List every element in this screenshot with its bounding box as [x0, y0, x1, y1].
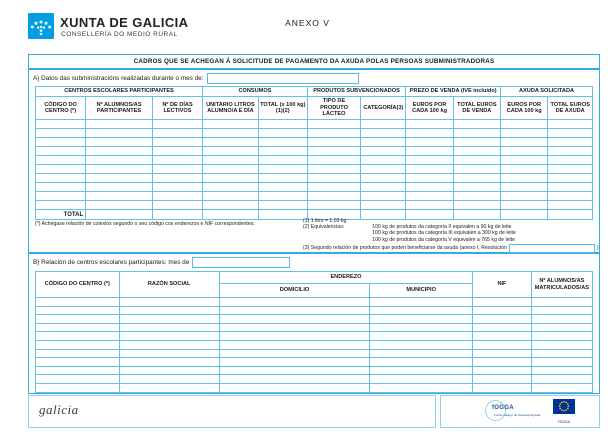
empty-cell: [86, 201, 153, 210]
empty-cell: [36, 358, 120, 367]
empty-cell: [258, 201, 307, 210]
empty-row: [36, 366, 593, 375]
empty-cell: [501, 183, 548, 192]
empty-cell: [531, 383, 592, 392]
empty-row: [36, 349, 593, 358]
empty-row: [36, 383, 593, 392]
empty-cell: [219, 315, 369, 324]
empty-cell: [406, 147, 453, 156]
empty-cell: [86, 129, 153, 138]
org-name: XUNTA DE GALICIA: [60, 15, 189, 30]
empty-cell: [548, 156, 593, 165]
empty-cell: [258, 192, 307, 201]
empty-cell: [152, 165, 202, 174]
empty-cell: [203, 165, 259, 174]
empty-cell: [473, 375, 531, 384]
empty-cell: [473, 349, 531, 358]
empty-cell: [258, 174, 307, 183]
empty-cell: [258, 138, 307, 147]
empty-cell: [219, 375, 369, 384]
empty-cell: [361, 174, 406, 183]
empty-cell: [203, 192, 259, 201]
empty-cell: [36, 306, 120, 315]
empty-cell: [501, 165, 548, 174]
empty-cell: [119, 323, 219, 332]
empty-cell: [36, 147, 86, 156]
footer-logos-box: [440, 395, 600, 428]
empty-cell: [307, 174, 360, 183]
empty-cell: [307, 201, 360, 210]
empty-cell: [258, 120, 307, 129]
col-categoria: CATEGORÍA(3): [361, 97, 406, 120]
empty-cell: [548, 138, 593, 147]
empty-cell: [258, 147, 307, 156]
col-alumnos-matriculados: Nº ALUMNOS/AS MATRICULADOS/AS: [531, 272, 592, 298]
empty-cell: [548, 183, 593, 192]
empty-cell: [36, 340, 120, 349]
empty-cell: [501, 192, 548, 201]
empty-cell: [307, 129, 360, 138]
footnote-asterisk: (*) Achégase relación de colexios segundo o seu código cos enderezos e NIF correspondentes.: [35, 221, 255, 227]
empty-cell: [203, 183, 259, 192]
empty-cell: [86, 192, 153, 201]
fogga-tagline: Fondo Galego de Garantía Agraria: [494, 413, 541, 417]
empty-cell: [406, 174, 453, 183]
empty-cell: [203, 138, 259, 147]
empty-cell: [307, 156, 360, 165]
group-header-axuda: AXUDA SOLICITADA: [501, 87, 593, 97]
empty-cell: [370, 298, 473, 307]
empty-cell: [473, 323, 531, 332]
footnote-3-suffix: ): [596, 245, 599, 252]
col-municipio: MUNICIPIO: [370, 284, 473, 298]
eu-flag-caption: FEAGA: [558, 420, 570, 424]
empty-cell: [406, 201, 453, 210]
total-cell: [152, 210, 202, 220]
empty-cell: [86, 183, 153, 192]
empty-row: [36, 183, 593, 192]
empty-cell: [361, 183, 406, 192]
empty-cell: [548, 201, 593, 210]
col-alumnos-participantes: Nº ALUMNOS/AS PARTICIPANTES: [86, 97, 153, 120]
empty-cell: [119, 340, 219, 349]
empty-cell: [203, 174, 259, 183]
empty-cell: [219, 349, 369, 358]
empty-row: [36, 332, 593, 341]
org-department: CONSELLERÍA DO MEDIO RURAL: [61, 31, 178, 38]
supplies-table-body: [36, 120, 593, 210]
group-header-enderezo: ENDEREZO: [219, 272, 472, 284]
col-codigo-centro-b: CÓDIGO DO CENTRO (*): [36, 272, 120, 298]
empty-cell: [361, 129, 406, 138]
empty-cell: [473, 315, 531, 324]
empty-cell: [119, 375, 219, 384]
group-header-prezo: PREZO DE VENDA (IVE incluído): [406, 87, 501, 97]
empty-row: [36, 306, 593, 315]
footnote-1: (1) 1 litro = 1,03 kg: [303, 218, 347, 224]
empty-cell: [36, 138, 86, 147]
eu-flag-icon: [553, 399, 575, 424]
empty-cell: [531, 298, 592, 307]
empty-cell: [307, 120, 360, 129]
empty-cell: [307, 192, 360, 201]
empty-cell: [548, 120, 593, 129]
empty-cell: [219, 366, 369, 375]
empty-row: [36, 298, 593, 307]
month-input-a[interactable]: [207, 73, 359, 84]
empty-cell: [501, 147, 548, 156]
empty-cell: [406, 138, 453, 147]
empty-cell: [203, 129, 259, 138]
empty-row: [36, 165, 593, 174]
empty-row: [36, 323, 593, 332]
empty-cell: [453, 192, 500, 201]
col-euros-100kg-axuda: EUROS POR CADA 100 kg: [501, 97, 548, 120]
empty-cell: [473, 298, 531, 307]
empty-cell: [473, 366, 531, 375]
empty-cell: [119, 358, 219, 367]
section-b: [28, 253, 600, 394]
empty-cell: [36, 349, 120, 358]
empty-cell: [258, 183, 307, 192]
col-codigo-centro: CÓDIGO DO CENTRO (*): [36, 97, 86, 120]
empty-cell: [406, 129, 453, 138]
empty-cell: [152, 129, 202, 138]
col-tipo-produto: TIPO DE PRODUTO LÁCTEO: [307, 97, 360, 120]
empty-row: [36, 192, 593, 201]
empty-cell: [453, 156, 500, 165]
empty-cell: [219, 298, 369, 307]
empty-row: [36, 201, 593, 210]
empty-cell: [501, 138, 548, 147]
empty-cell: [453, 147, 500, 156]
empty-cell: [203, 120, 259, 129]
empty-cell: [307, 147, 360, 156]
empty-cell: [548, 165, 593, 174]
empty-cell: [119, 298, 219, 307]
empty-cell: [307, 183, 360, 192]
group-header-consumos: CONSUMOS: [203, 87, 308, 97]
empty-cell: [86, 165, 153, 174]
empty-row: [36, 315, 593, 324]
empty-cell: [219, 332, 369, 341]
empty-cell: [86, 147, 153, 156]
empty-cell: [473, 340, 531, 349]
empty-cell: [453, 165, 500, 174]
empty-cell: [531, 340, 592, 349]
empty-row: [36, 120, 593, 129]
empty-cell: [152, 174, 202, 183]
empty-cell: [370, 358, 473, 367]
footnote-2-line: 100 kg de produtos da categoría III equivalen a 300 kg de leite: [372, 230, 516, 237]
empty-cell: [531, 315, 592, 324]
empty-cell: [219, 340, 369, 349]
empty-cell: [531, 366, 592, 375]
empty-cell: [152, 147, 202, 156]
footnote-2-line: 100 kg de produtos da categoría V equivalen a 765 kg de leite: [372, 236, 515, 243]
empty-cell: [258, 156, 307, 165]
empty-cell: [531, 323, 592, 332]
col-total-euros-axuda: TOTAL EUROS DE AXUDA: [548, 97, 593, 120]
col-euros-100kg-venda: EUROS POR CADA 100 kg: [406, 97, 453, 120]
empty-cell: [119, 349, 219, 358]
empty-cell: [361, 201, 406, 210]
col-total-100kg: TOTAL (x 100 kg)(1)(2): [258, 97, 307, 120]
empty-cell: [406, 156, 453, 165]
empty-row: [36, 174, 593, 183]
total-cell: [86, 210, 153, 220]
empty-cell: [86, 174, 153, 183]
footnotes-numbered: [303, 218, 599, 253]
empty-cell: [453, 183, 500, 192]
total-label: TOTAL: [36, 210, 86, 220]
empty-cell: [473, 332, 531, 341]
empty-cell: [531, 358, 592, 367]
empty-cell: [307, 138, 360, 147]
empty-cell: [370, 332, 473, 341]
empty-cell: [36, 366, 120, 375]
empty-cell: [473, 306, 531, 315]
empty-cell: [406, 192, 453, 201]
empty-cell: [203, 147, 259, 156]
empty-cell: [36, 315, 120, 324]
empty-cell: [361, 138, 406, 147]
empty-cell: [361, 165, 406, 174]
col-razon-social: RAZÓN SOCIAL: [119, 272, 219, 298]
group-header-produtos: PRODUTOS SUBVENCIONADOS: [307, 87, 406, 97]
empty-row: [36, 129, 593, 138]
empty-cell: [36, 375, 120, 384]
empty-cell: [152, 201, 202, 210]
col-dias-lectivos: Nº DE DÍAS LECTIVOS: [152, 97, 202, 120]
empty-cell: [258, 129, 307, 138]
total-cell: [203, 210, 259, 220]
empty-cell: [219, 383, 369, 392]
empty-cell: [453, 120, 500, 129]
empty-cell: [453, 129, 500, 138]
footnote-2-line: 100 kg de produtos da categoría II equivalen a 90 kg de leite: [372, 224, 512, 231]
empty-cell: [361, 192, 406, 201]
month-input-b[interactable]: [192, 257, 290, 268]
empty-cell: [152, 138, 202, 147]
empty-cell: [370, 375, 473, 384]
empty-cell: [370, 340, 473, 349]
form-title: CADROS QUE SE ACHEGAN Á SOLICITUDE DE PAGAMENTO DA AXUDA POLAS PERSOAS SUBMINISTRADORAS: [28, 54, 600, 69]
empty-cell: [307, 165, 360, 174]
empty-cell: [531, 349, 592, 358]
empty-cell: [370, 306, 473, 315]
annex-label: ANEXO V: [285, 18, 330, 28]
footnote-2-label: (2) Equivalencias:: [303, 224, 345, 231]
resolution-input[interactable]: [509, 244, 595, 253]
empty-cell: [361, 147, 406, 156]
empty-cell: [531, 375, 592, 384]
total-cell: [258, 210, 307, 220]
empty-cell: [219, 358, 369, 367]
empty-cell: [152, 120, 202, 129]
empty-cell: [501, 120, 548, 129]
empty-cell: [119, 332, 219, 341]
empty-cell: [36, 129, 86, 138]
col-unitario-litros: UNITARIO LITROS ALUMNO/A E DÍA: [203, 97, 259, 120]
empty-cell: [36, 332, 120, 341]
empty-cell: [453, 174, 500, 183]
empty-cell: [548, 147, 593, 156]
empty-cell: [453, 201, 500, 210]
empty-cell: [501, 156, 548, 165]
schools-table-body: [36, 298, 593, 393]
empty-cell: [36, 120, 86, 129]
empty-row: [36, 375, 593, 384]
empty-cell: [361, 156, 406, 165]
col-nif: NIF: [473, 272, 531, 298]
empty-cell: [36, 174, 86, 183]
empty-cell: [531, 332, 592, 341]
section-a: [28, 69, 600, 253]
empty-cell: [119, 306, 219, 315]
empty-cell: [203, 201, 259, 210]
col-total-euros-venda: TOTAL EUROS DE VENDA: [453, 97, 500, 120]
supplies-table: [35, 86, 593, 220]
empty-cell: [36, 323, 120, 332]
empty-cell: [370, 366, 473, 375]
empty-cell: [219, 323, 369, 332]
empty-cell: [531, 306, 592, 315]
group-header-centros: CENTROS ESCOLARES PARTICIPANTES: [36, 87, 203, 97]
empty-cell: [119, 366, 219, 375]
fogga-wordmark: fOGGA: [492, 405, 514, 411]
fogga-logo: [485, 399, 549, 424]
empty-cell: [219, 306, 369, 315]
empty-row: [36, 340, 593, 349]
empty-cell: [501, 174, 548, 183]
empty-row: [36, 147, 593, 156]
empty-cell: [86, 138, 153, 147]
section-a-label: A) Datos das subministracións realizadas durante o mes de:: [33, 75, 204, 82]
empty-row: [36, 138, 593, 147]
col-domicilio: DOMICILIO: [219, 284, 369, 298]
empty-cell: [86, 120, 153, 129]
empty-cell: [501, 129, 548, 138]
empty-cell: [501, 201, 548, 210]
empty-cell: [548, 174, 593, 183]
footer-galicia-box: [28, 395, 436, 428]
empty-cell: [36, 156, 86, 165]
empty-cell: [119, 315, 219, 324]
empty-cell: [370, 315, 473, 324]
empty-cell: [152, 183, 202, 192]
empty-cell: [119, 383, 219, 392]
empty-row: [36, 358, 593, 367]
empty-cell: [370, 323, 473, 332]
empty-row: [36, 156, 593, 165]
empty-cell: [548, 129, 593, 138]
footnote-3-prefix: (3) Segundo relación de produtos que poden beneficiarse da axuda (anexo I, Resolución: [303, 245, 507, 252]
empty-cell: [548, 192, 593, 201]
empty-cell: [36, 298, 120, 307]
empty-cell: [370, 349, 473, 358]
section-b-label: B) Relación de centros escolares participantes: mes de: [33, 259, 190, 266]
galicia-logo: galicia: [39, 402, 79, 417]
empty-cell: [370, 383, 473, 392]
empty-cell: [36, 183, 86, 192]
empty-cell: [203, 156, 259, 165]
schools-table: [35, 271, 593, 393]
empty-cell: [86, 156, 153, 165]
empty-cell: [258, 165, 307, 174]
empty-cell: [473, 383, 531, 392]
empty-cell: [473, 358, 531, 367]
empty-cell: [36, 201, 86, 210]
empty-cell: [453, 138, 500, 147]
empty-cell: [36, 165, 86, 174]
empty-cell: [36, 383, 120, 392]
empty-cell: [361, 120, 406, 129]
empty-cell: [406, 183, 453, 192]
empty-cell: [152, 192, 202, 201]
empty-cell: [36, 192, 86, 201]
empty-cell: [406, 165, 453, 174]
empty-cell: [152, 156, 202, 165]
empty-cell: [406, 120, 453, 129]
